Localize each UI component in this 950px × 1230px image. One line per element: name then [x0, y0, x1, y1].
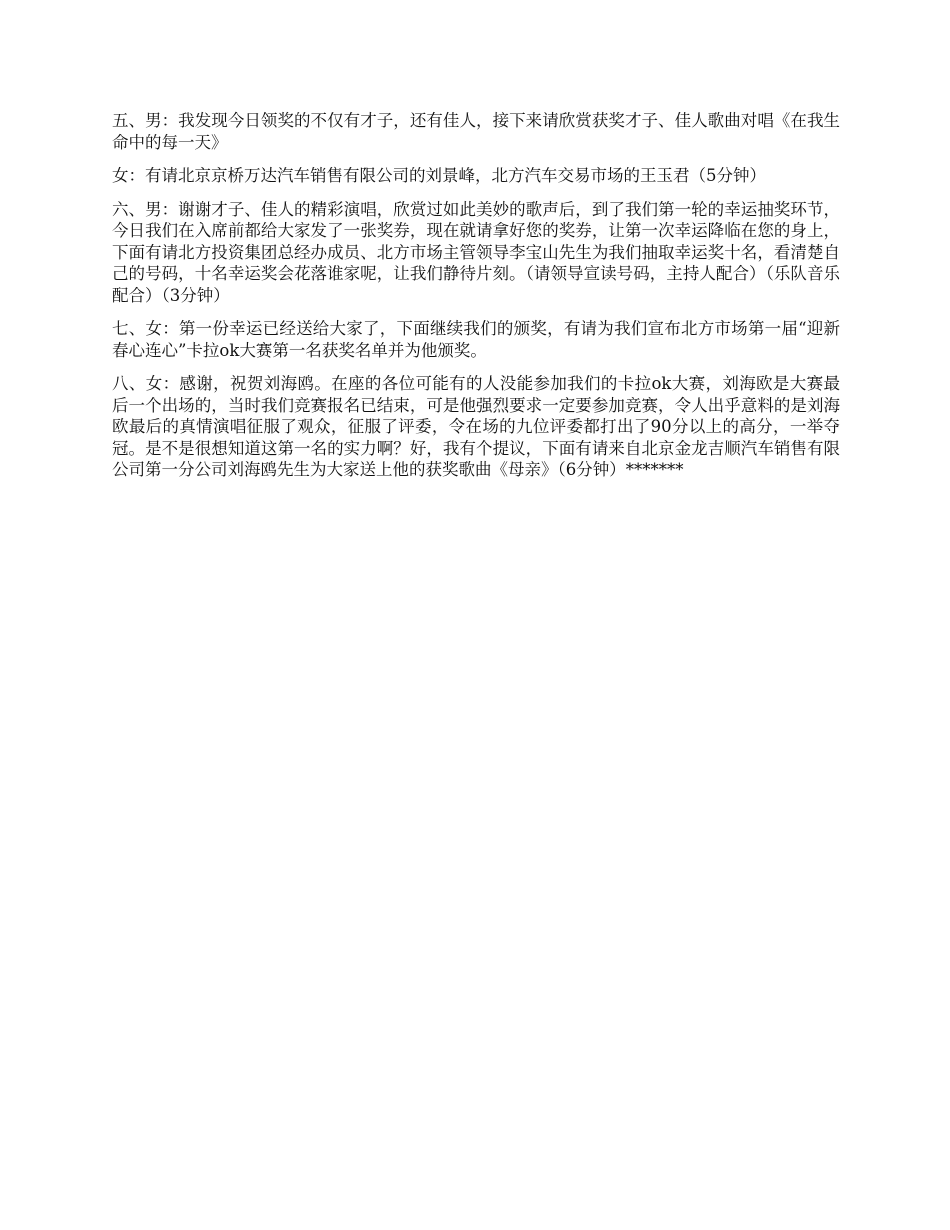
paragraph-section-5-male: 五、男：我发现今日领奖的不仅有才子，还有佳人，接下来请欣赏获奖才子、佳人歌曲对唱《在我生命中的每一天》 [112, 111, 840, 152]
paragraph-section-6-male: 六、男：谢谢才子、佳人的精彩演唱，欣赏过如此美妙的歌声后，到了我们第一轮的幸运抽奖环节，今日我们在入席前都给大家发了一张奖券，现在就请拿好您的奖券，让第一次幸运降临在您的身上，下面有请北方投资集团总经办成员、北方市场主管领导李宝山先生为我们抽取幸运奖十名，看清楚自己的号码，十名幸运奖会花落谁家呢，让我们静待片刻。（请领导宣读号码，主持人配合）（乐队音乐配合）（3分钟） [112, 199, 840, 305]
paragraph-section-5-female: 女：有请北京京桥万达汽车销售有限公司的刘景峰，北方汽车交易市场的王玉君（5分钟） [112, 166, 766, 185]
paragraph-section-8-female: 八、女：感谢，祝贺刘海鸥。在座的各位可能有的人没能参加我们的卡拉ok大赛，刘海欧是大赛最后一个出场的，当时我们竞赛报名已结束，可是他强烈要求一定要参加竞赛，令人出乎意料的是刘海欧最后的真情演唱征服了观众，征服了评委，令在场的九位评委都打出了90分以上的高分，一举夺冠。是不是很想知道这第一名的实力啊？好，我有个提议，下面有请来自北京金龙吉顺汽车销售有限公司第一分公司刘海鸥先生为大家送上他的获奖歌曲《母亲》（6分钟）******* [112, 374, 840, 479]
paragraph-section-7-female: 七、女：第一份幸运已经送给大家了，下面继续我们的颁奖，有请为我们宣布北方市场第一届“迎新春心连心”卡拉ok大赛第一名获奖名单并为他颁奖。 [112, 319, 840, 360]
